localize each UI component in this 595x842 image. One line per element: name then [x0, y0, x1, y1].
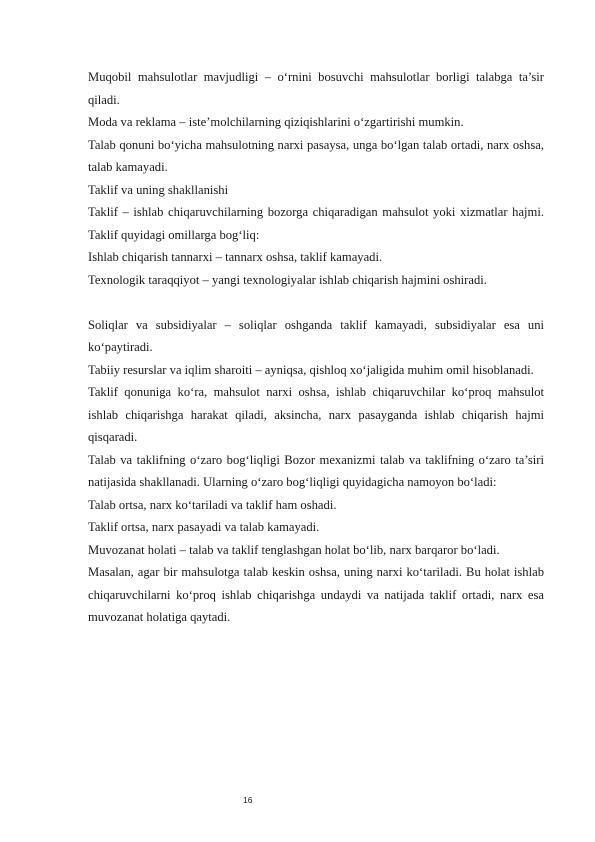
blank-line: [88, 291, 544, 314]
paragraph-taxes: Soliqlar va subsidiyalar – soliqlar oshganda taklif kamayadi, subsidiyalar esa uni ko‘paytiradi.: [88, 317, 544, 354]
paragraph-substitutes: Muqobil mahsulotlar mavjudligi – o‘rnini bosuvchi mahsulotlar borligi talabga ta’sir qiladi.: [88, 70, 544, 107]
paragraph-natural-resources: Tabiiy resurslar va iqlim sharoiti – ayniqsa, qishloq xo‘jaligida muhim omil hisoblanadi.: [88, 362, 534, 377]
paragraph-demand-law: Talab qonuni bo‘yicha mahsulotning narxi pasaysa, unga bo‘lgan talab ortadi, narx oshsa, talab kamayadi.: [88, 137, 544, 174]
paragraph-example: Masalan, agar bir mahsulotga talab keskin oshsa, uning narxi ko‘tariladi. Bu holat ishlab chiqaruvchilarni ko‘proq ishlab chiqarishga undaydi va natijada taklif ortadi, narx esa muvozanat holatiga qaytadi.: [88, 565, 544, 624]
paragraph-technology: Texnologik taraqqiyot – yangi texnologiyalar ishlab chiqarish hajmini oshiradi.: [88, 272, 487, 287]
paragraph-supply-definition: Taklif – ishlab chiqaruvchilarning bozorga chiqaradigan mahsulot yoki xizmatlar hajmi. Taklif quyidagi omillarga bog‘liq:: [88, 205, 544, 242]
paragraph-fashion: Moda va reklama – iste’molchilarning qiziqishlarini o‘zgartirishi mumkin.: [88, 115, 464, 129]
paragraph-equilibrium: Muvozanat holati – talab va taklif tenglashgan holat bo‘lib, narx barqaror bo‘ladi.: [88, 542, 500, 557]
paragraph-demand-rise: Talab ortsa, narx ko‘tariladi va taklif ham oshadi.: [88, 497, 337, 512]
paragraph-supply-rise: Taklif ortsa, narx pasayadi va talab kamayadi.: [88, 520, 320, 534]
section-heading-supply: Taklif va uning shakllanishi: [88, 182, 229, 197]
paragraph-supply-law: Taklif qonuniga ko‘ra, mahsulot narxi oshsa, ishlab chiqaruvchilar ko‘proq mahsulot ishlab chiqarishga harakat qiladi, aksincha, narx pasayganda ishlab chiqarish hajmi qisqaradi.: [88, 385, 544, 444]
paragraph-interdependence: Talab va taklifning o‘zaro bog‘liqligi Bozor mexanizmi talab va taklifning o‘zaro ta’siri natijasida shakllanadi. Ularning o‘zaro bog‘liqligi quyidagicha namoyon bo‘ladi:: [88, 452, 544, 489]
page-number: 16: [243, 795, 253, 805]
paragraph-production-cost: Ishlab chiqarish tannarxi – tannarx oshsa, taklif kamayadi.: [88, 250, 383, 264]
document-body: [88, 66, 544, 629]
